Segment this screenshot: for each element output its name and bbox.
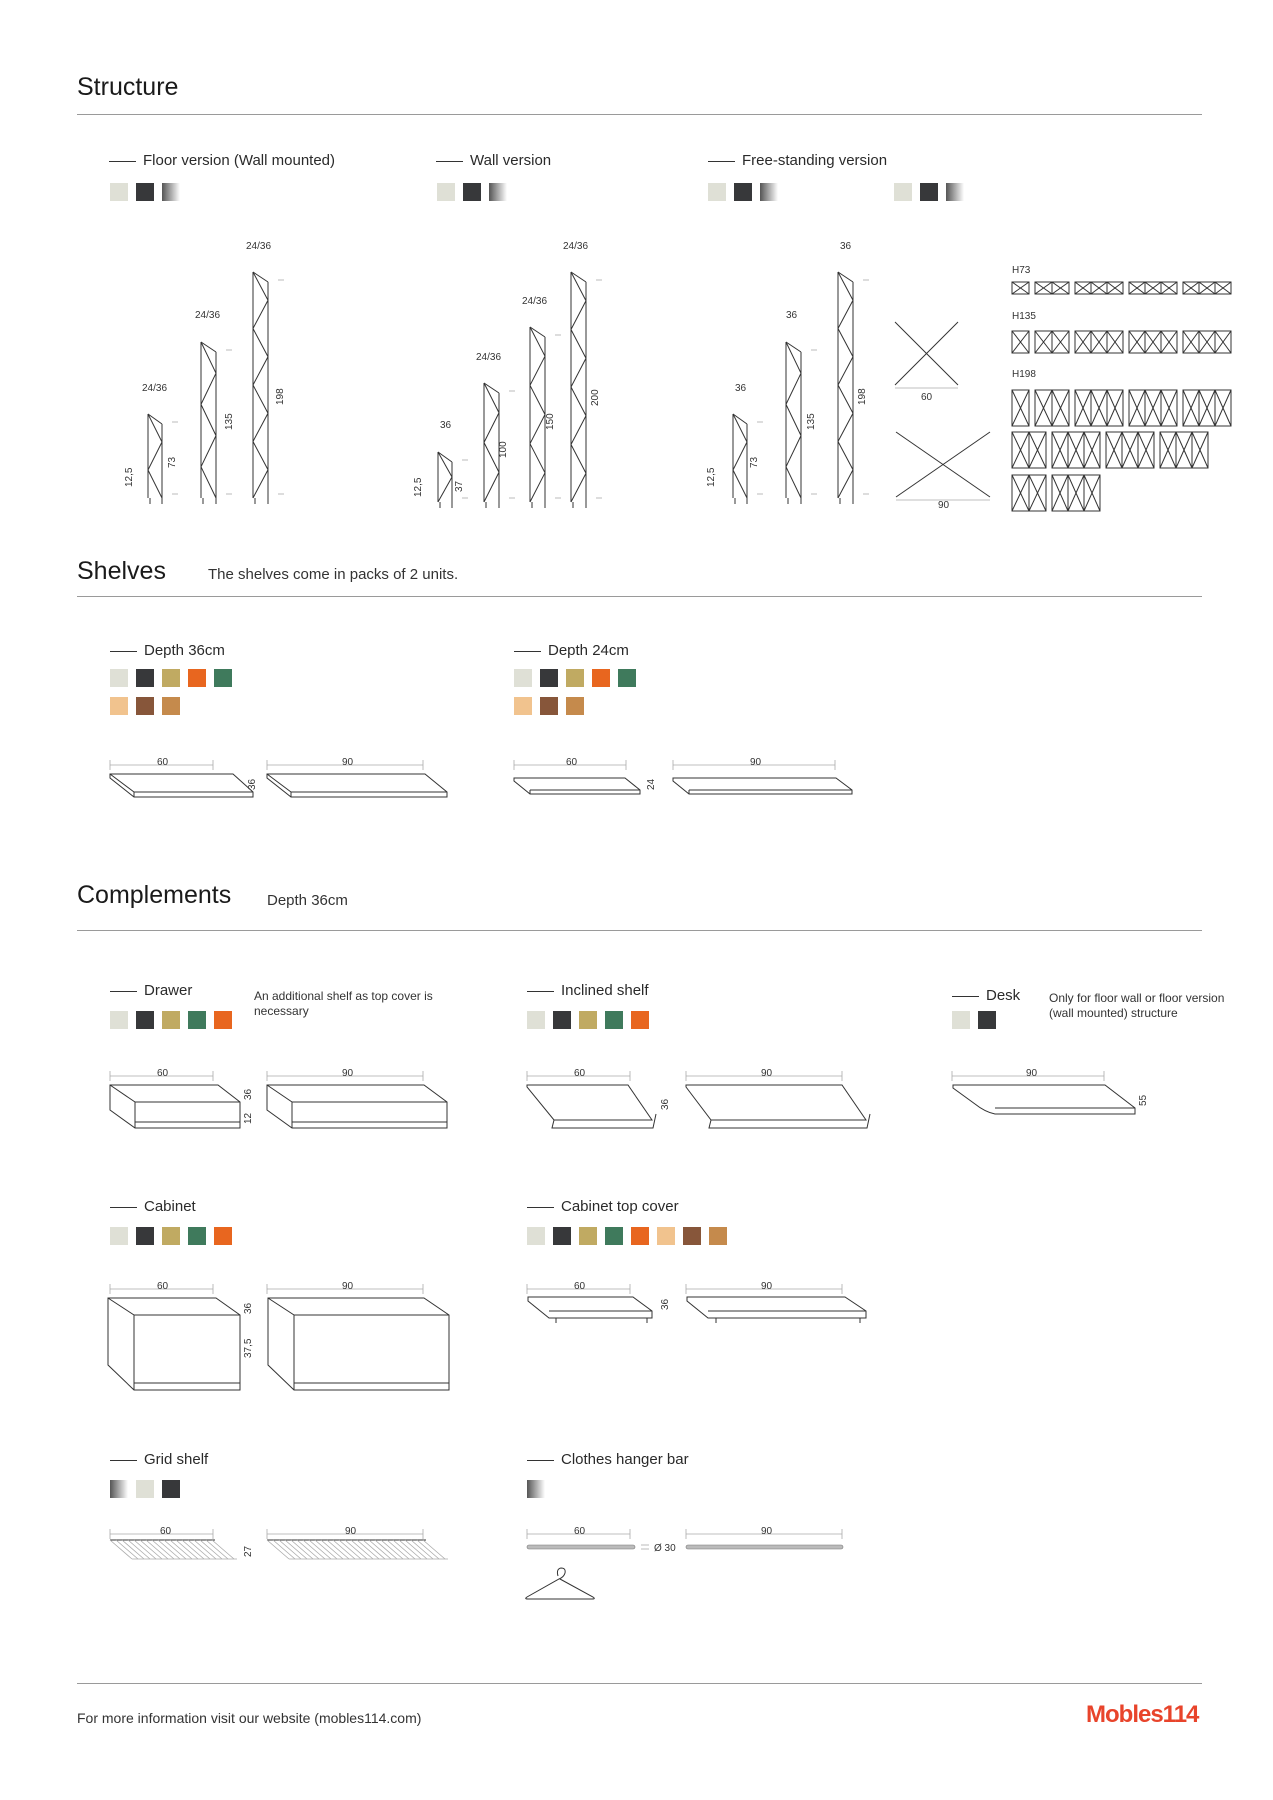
- swatch-green[interactable]: [618, 669, 636, 687]
- swatch-black[interactable]: [136, 1011, 154, 1029]
- swatch-mustard[interactable]: [162, 669, 180, 687]
- swatch-oak[interactable]: [514, 697, 532, 715]
- cross-module: [1012, 390, 1029, 426]
- cross-module: [1035, 282, 1052, 294]
- wall-version-label: Wall version: [436, 152, 551, 169]
- cross-width-label: 90: [938, 500, 950, 511]
- cross-module: [1160, 432, 1176, 468]
- frame-top-label: 24/36: [476, 352, 502, 363]
- cross-module: [1129, 331, 1145, 353]
- hanger-bar-label: Clothes hanger bar: [527, 1451, 689, 1468]
- free-standing-label: Free-standing version: [708, 152, 887, 169]
- shelf-90: [267, 774, 447, 797]
- frame-base-label: 12,5: [124, 467, 135, 487]
- cross-module: [1176, 432, 1192, 468]
- depth-label: 55: [1138, 1094, 1149, 1106]
- cabinet-label: Cabinet: [110, 1198, 196, 1215]
- grid-shelf-drawing: [267, 1540, 448, 1559]
- swatch-oak[interactable]: [110, 697, 128, 715]
- width-label: 60: [157, 1068, 169, 1079]
- diameter-label: Ø 30: [654, 1543, 676, 1554]
- depth-label: 36: [660, 1298, 671, 1310]
- height-label: 37,5: [243, 1338, 254, 1358]
- brand-logo: Mobles114: [1086, 1701, 1199, 1728]
- cross-module: [1068, 475, 1084, 511]
- cross-width-label: 60: [921, 392, 933, 403]
- cross-module: [1145, 390, 1161, 426]
- structure-title: Structure: [77, 73, 179, 101]
- cross-module: [1215, 282, 1231, 294]
- complements-title: Complements: [77, 881, 232, 909]
- cross-module: [1129, 282, 1145, 294]
- footer-divider: [77, 1683, 1202, 1684]
- swatch-white[interactable]: [110, 1011, 128, 1029]
- structure-frame: [253, 272, 284, 504]
- swatch-black[interactable]: [540, 669, 558, 687]
- shelf-width-label: 60: [157, 757, 169, 768]
- cross-module: [1012, 331, 1029, 353]
- cross-module: [1075, 331, 1091, 353]
- shelf-90-24: [673, 778, 852, 794]
- swatch-cherry[interactable]: [162, 697, 180, 715]
- cross-module: [1107, 331, 1123, 353]
- shelf-60: [110, 774, 253, 797]
- shelf-depth-label: 36: [247, 778, 258, 790]
- cross-module: [1129, 390, 1145, 426]
- frame-top-label: 24/36: [142, 383, 168, 394]
- cabinet-top-60: [528, 1297, 652, 1323]
- cross-module: [1161, 331, 1177, 353]
- frame-height-label: 73: [167, 456, 178, 468]
- shelf-60-24: [514, 778, 640, 794]
- row-label: H73: [1012, 265, 1031, 276]
- swatch-cherry[interactable]: [566, 697, 584, 715]
- width-label: 90: [761, 1526, 773, 1537]
- hanger-bar-60: [527, 1545, 635, 1549]
- hanger-bar-90: [686, 1545, 843, 1549]
- frame-top-label: 24/36: [246, 241, 272, 252]
- cabinet-top-label: Cabinet top cover: [527, 1198, 679, 1215]
- cross-module: [1012, 282, 1029, 294]
- width-label: 90: [761, 1281, 773, 1292]
- cross-module: [1183, 331, 1199, 353]
- width-label: 90: [342, 1281, 354, 1292]
- cross-module: [1084, 475, 1100, 511]
- frame-base-label: 12,5: [706, 467, 717, 487]
- cross-module: [1145, 282, 1161, 294]
- frame-base-label: 12,5: [413, 477, 424, 497]
- cross-module: [1091, 282, 1107, 294]
- cross-module: [1052, 432, 1068, 468]
- desk-drawing: [953, 1085, 1135, 1114]
- complements-note: Depth 36cm: [267, 892, 348, 909]
- width-label: 60: [574, 1068, 586, 1079]
- divider: [77, 930, 1202, 931]
- frame-height-label: 135: [224, 413, 235, 430]
- inclined-shelf-60: [527, 1085, 656, 1128]
- swatch-white[interactable]: [527, 1011, 545, 1029]
- structure-frame: [838, 272, 869, 504]
- cross-module: [1138, 432, 1154, 468]
- frame-top-label: 36: [786, 310, 798, 321]
- shelf-width-label: 90: [342, 757, 354, 768]
- swatch-black[interactable]: [553, 1011, 571, 1029]
- cross-module: [1215, 390, 1231, 426]
- depth-24-label: Depth 24cm: [514, 642, 629, 659]
- width-label: 90: [761, 1068, 773, 1079]
- swatch-walnut[interactable]: [540, 697, 558, 715]
- width-label: 60: [157, 1281, 169, 1292]
- depth-label: 36: [243, 1088, 254, 1100]
- frame-top-label: 36: [735, 383, 747, 394]
- depth-label: 36: [660, 1098, 671, 1110]
- swatch-orange[interactable]: [592, 669, 610, 687]
- cabinet-top-90: [687, 1297, 866, 1323]
- depth-label: 36: [243, 1302, 254, 1314]
- cross-module: [1199, 282, 1215, 294]
- divider: [77, 596, 1202, 597]
- height-label: 12: [243, 1112, 254, 1124]
- swatch-white[interactable]: [514, 669, 532, 687]
- cross-module: [1122, 432, 1138, 468]
- swatch-black[interactable]: [136, 669, 154, 687]
- frame-height-label: 73: [749, 456, 760, 468]
- row-label: H198: [1012, 369, 1036, 380]
- frame-height-label: 150: [545, 413, 556, 430]
- frame-height-label: 198: [275, 388, 286, 405]
- cabinet-90: [268, 1298, 449, 1390]
- swatch-white[interactable]: [952, 1011, 970, 1029]
- complements-drawings: [0, 1040, 1273, 1720]
- cross-module: [1161, 282, 1177, 294]
- swatch-walnut[interactable]: [136, 697, 154, 715]
- swatch-mustard[interactable]: [162, 1011, 180, 1029]
- frame-top-label: 24/36: [522, 296, 548, 307]
- cross-module: [1107, 390, 1123, 426]
- cross-module: [1199, 390, 1215, 426]
- swatch-white[interactable]: [110, 669, 128, 687]
- cross-module: [1091, 331, 1107, 353]
- inclined-shelf-label: Inclined shelf: [527, 982, 649, 999]
- frame-top-label: 24/36: [563, 241, 589, 252]
- floor-version-label: Floor version (Wall mounted): [109, 152, 335, 169]
- swatch-green[interactable]: [605, 1011, 623, 1029]
- cabinet-60: [108, 1298, 240, 1390]
- drawer-note: An additional shelf as top cover is necessary: [254, 989, 433, 1018]
- cross-module: [1052, 475, 1068, 511]
- swatch-orange[interactable]: [631, 1011, 649, 1029]
- width-label: 90: [1026, 1068, 1038, 1079]
- cross-module: [1035, 390, 1052, 426]
- shelves-note: The shelves come in packs of 2 units.: [208, 566, 459, 583]
- cross-module: [1052, 331, 1069, 353]
- cross-module: [1106, 432, 1122, 468]
- cross-module: [1145, 331, 1161, 353]
- width-label: 60: [160, 1526, 172, 1537]
- structure-frame: [438, 452, 468, 508]
- grid-shelf-drawing: [110, 1540, 237, 1559]
- desk-label: Desk: [952, 987, 1020, 1004]
- shelf-width-label: 90: [750, 757, 762, 768]
- swatch-green[interactable]: [214, 669, 232, 687]
- depth-label: 27: [243, 1545, 254, 1557]
- cross-module: [1029, 432, 1046, 468]
- cross-module: [1199, 331, 1215, 353]
- drawer-label: Drawer: [110, 982, 192, 999]
- desk-note: Only for floor wall or floor version (wall mounted) structure: [1049, 991, 1225, 1020]
- inclined-shelf-90: [686, 1085, 870, 1128]
- cross-module: [1192, 432, 1208, 468]
- swatch-mustard[interactable]: [579, 1011, 597, 1029]
- frame-height-label: 198: [857, 388, 868, 405]
- cross-module: [1084, 432, 1100, 468]
- swatch-green[interactable]: [188, 1011, 206, 1029]
- cross-module: [1075, 390, 1091, 426]
- cross-module: [1029, 475, 1046, 511]
- cross-module: [1052, 282, 1069, 294]
- structure-drawings: [0, 0, 1273, 560]
- shelf-depth-label: 24: [646, 778, 657, 790]
- cross-module: [1035, 331, 1052, 353]
- swatch-black[interactable]: [978, 1011, 996, 1029]
- swatch-orange[interactable]: [188, 669, 206, 687]
- swatch-mustard[interactable]: [566, 669, 584, 687]
- frame-height-label: 200: [590, 389, 601, 406]
- frame-height-label: 100: [498, 441, 509, 458]
- cross-module: [1052, 390, 1069, 426]
- cross-module: [1012, 475, 1029, 511]
- cross-module: [1107, 282, 1123, 294]
- swatch-orange[interactable]: [214, 1011, 232, 1029]
- frame-top-label: 36: [440, 420, 452, 431]
- cross-module: [1091, 390, 1107, 426]
- frame-height-label: 37: [454, 480, 465, 492]
- grid-shelf-label: Grid shelf: [110, 1451, 208, 1468]
- depth-36-label: Depth 36cm: [110, 642, 225, 659]
- clothes-hanger-icon: [526, 1568, 595, 1599]
- width-label: 90: [345, 1526, 357, 1537]
- frame-top-label: 24/36: [195, 310, 221, 321]
- cross-module: [1215, 331, 1231, 353]
- drawer-60: [110, 1085, 240, 1128]
- shelves-drawings: [0, 740, 1273, 860]
- width-label: 90: [342, 1068, 354, 1079]
- width-label: 60: [574, 1281, 586, 1292]
- cross-module: [1012, 432, 1029, 468]
- frame-top-label: 36: [840, 241, 852, 252]
- cross-module: [1183, 282, 1199, 294]
- row-label: H135: [1012, 311, 1036, 322]
- footer-text[interactable]: For more information visit our website (mobles114.com): [77, 1710, 422, 1726]
- cross-module: [1183, 390, 1199, 426]
- shelf-width-label: 60: [566, 757, 578, 768]
- cross-module: [1068, 432, 1084, 468]
- drawer-90: [267, 1085, 447, 1128]
- width-label: 60: [574, 1526, 586, 1537]
- frame-height-label: 135: [806, 413, 817, 430]
- cross-module: [1161, 390, 1177, 426]
- shelves-title: Shelves: [77, 557, 166, 585]
- cross-module: [1075, 282, 1091, 294]
